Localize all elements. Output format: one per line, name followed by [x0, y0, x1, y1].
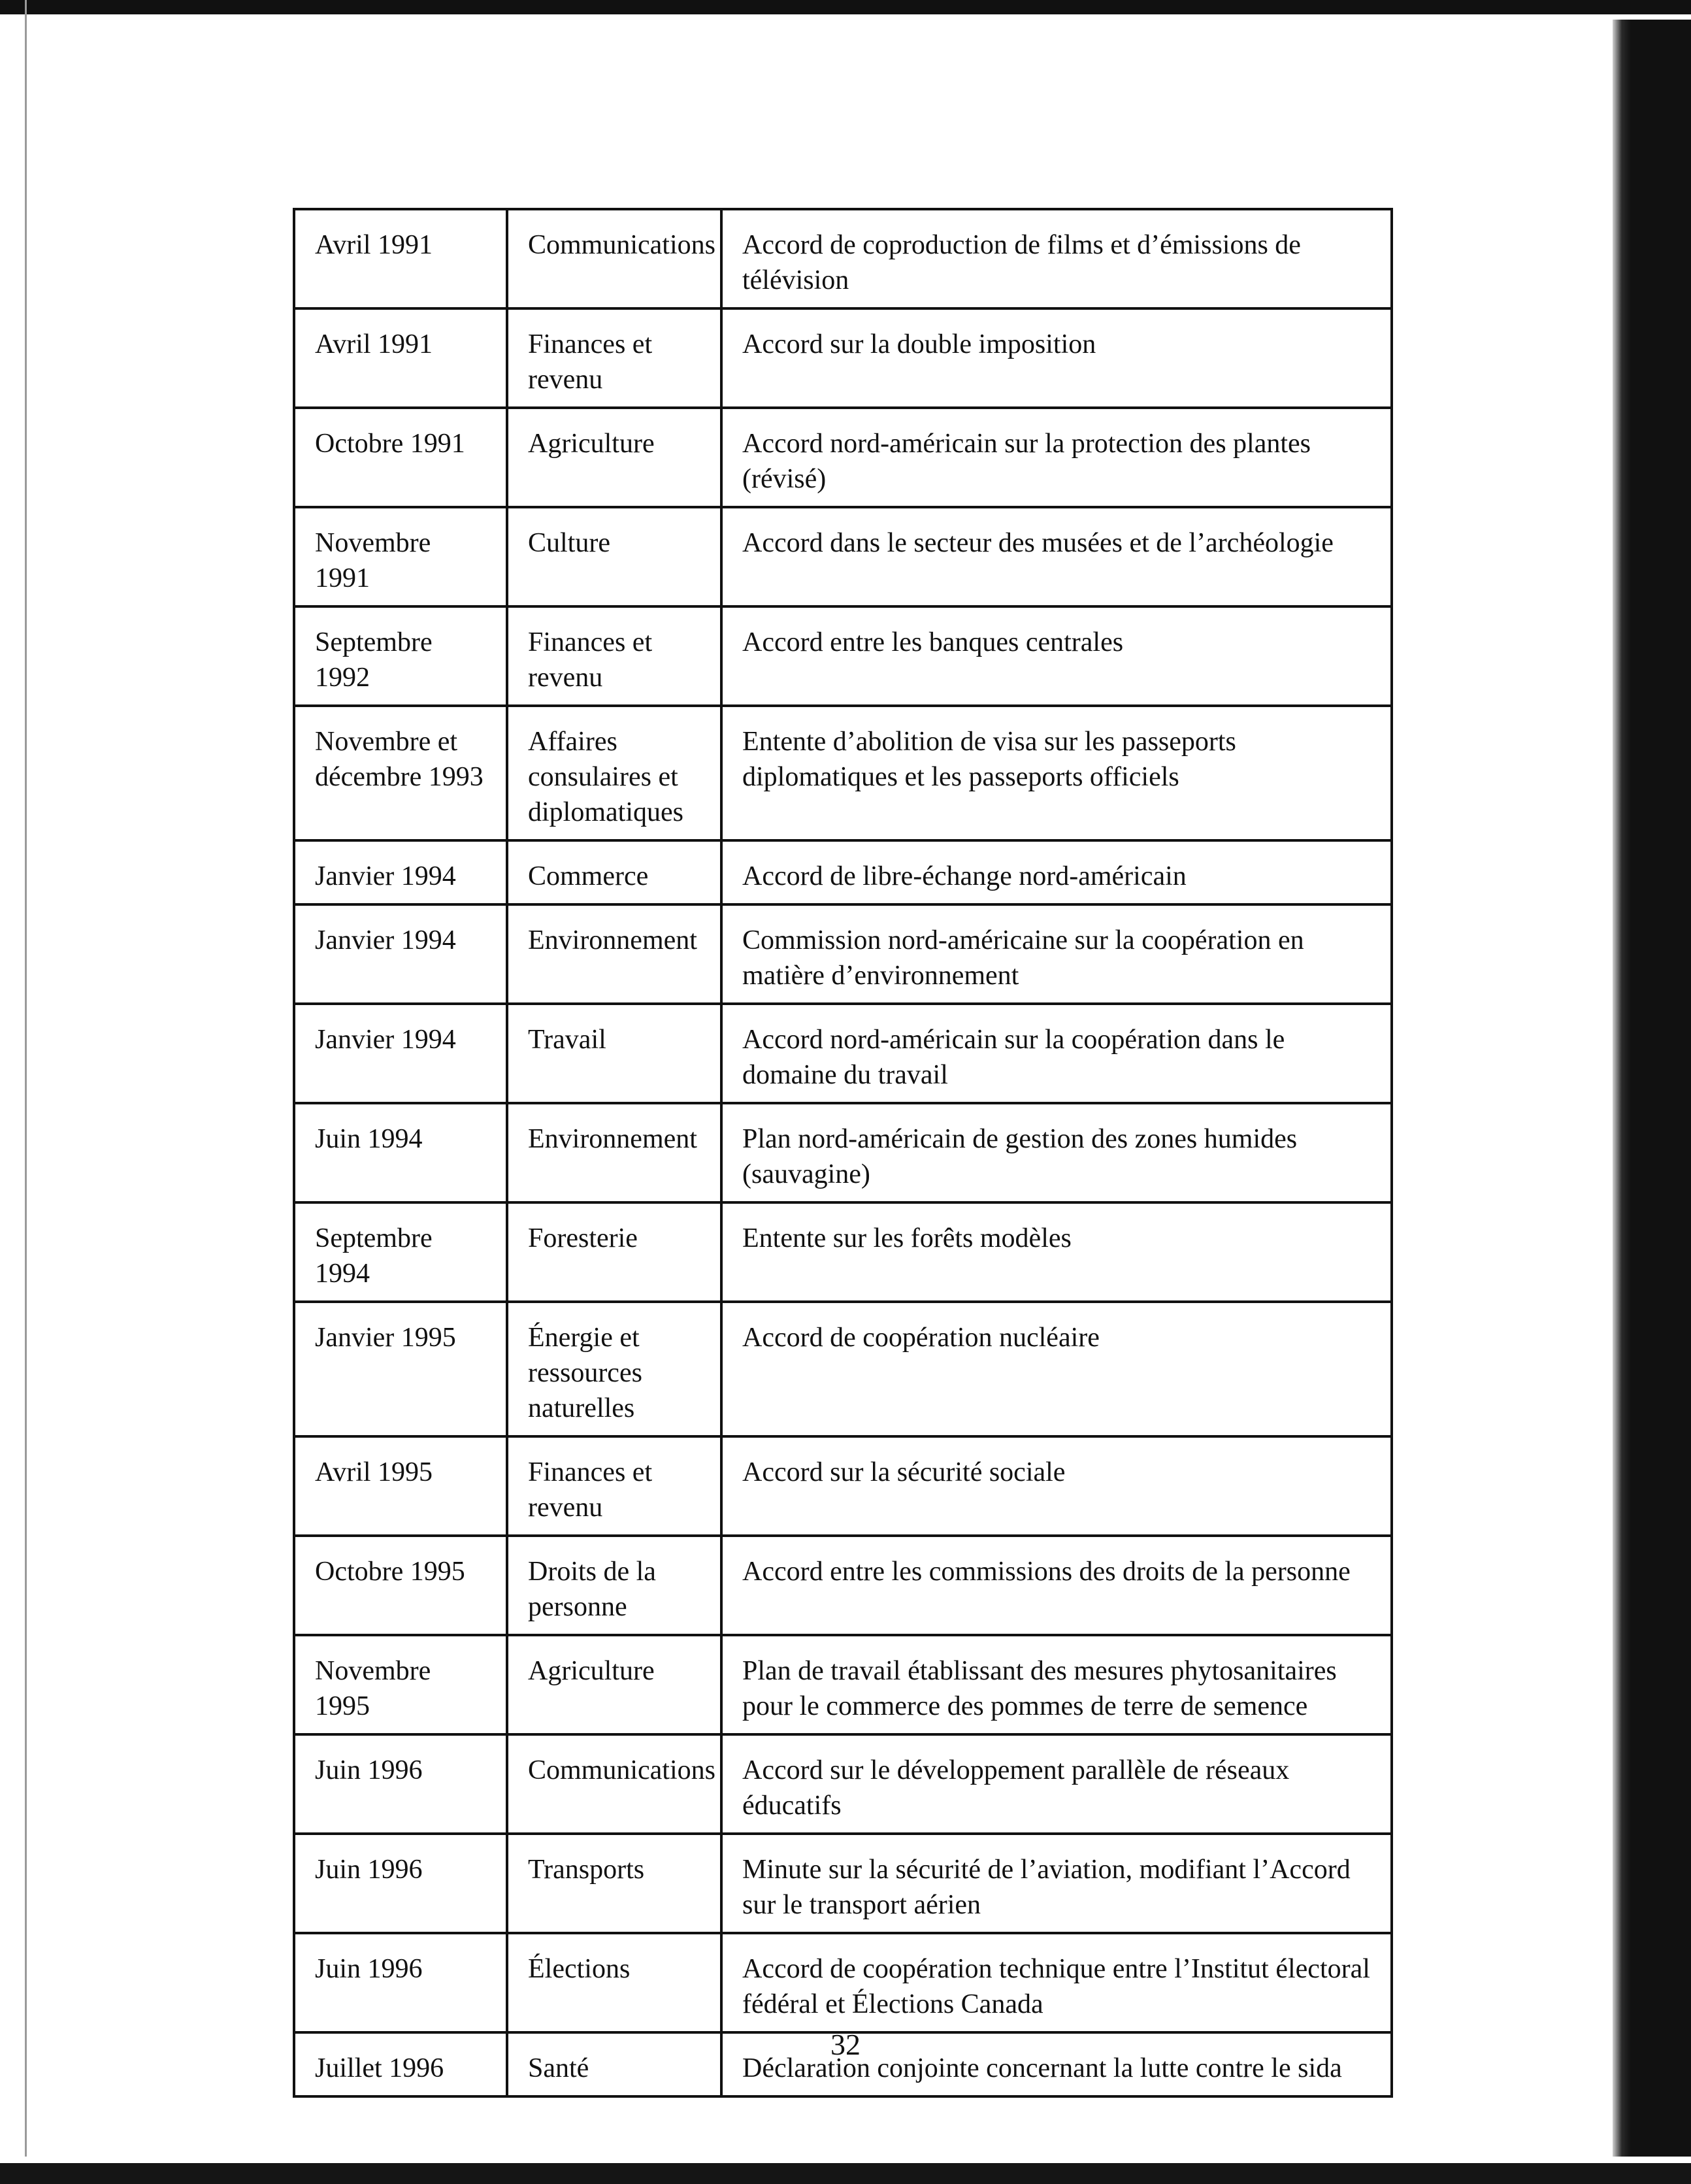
date-cell: Octobre 1991: [294, 408, 507, 507]
sector-cell: Agriculture: [507, 1635, 721, 1734]
table-row: [294, 507, 1392, 606]
table-row: [294, 706, 1392, 840]
table-row: [294, 1834, 1392, 1933]
sector-cell: Agriculture: [507, 408, 721, 507]
description-cell: Accord sur la double imposition: [721, 308, 1392, 408]
table-row: [294, 904, 1392, 1004]
date-cell: Septembre 1994: [294, 1202, 507, 1302]
date-cell: Juin 1996: [294, 1933, 507, 2032]
date-cell: Novembre 1995: [294, 1635, 507, 1734]
date-cell: Janvier 1994: [294, 904, 507, 1004]
table-row: [294, 1004, 1392, 1103]
table-row: [294, 840, 1392, 904]
sector-cell: Transports: [507, 1834, 721, 1933]
description-cell: Accord de coproduction de films et d’émissions de télévision: [721, 209, 1392, 308]
sector-cell: Finances et revenu: [507, 606, 721, 706]
description-cell: Accord de coopération technique entre l’Institut électoral fédéral et Élections Canada: [721, 1933, 1392, 2032]
sector-cell: Élections: [507, 1933, 721, 2032]
date-cell: Novembre et décembre 1993: [294, 706, 507, 840]
description-cell: Accord de coopération nucléaire: [721, 1302, 1392, 1436]
table-row: [294, 1202, 1392, 1302]
table-row: [294, 1734, 1392, 1834]
table-row: [294, 1933, 1392, 2032]
sector-cell: Commerce: [507, 840, 721, 904]
description-cell: Déclaration conjointe concernant la lutte contre le sida: [721, 2032, 1392, 2096]
sector-cell: Finances et revenu: [507, 1436, 721, 1536]
table-row: [294, 1635, 1392, 1734]
sector-cell: Environnement: [507, 904, 721, 1004]
date-cell: Octobre 1995: [294, 1536, 507, 1635]
sector-cell: Droits de la personne: [507, 1536, 721, 1635]
description-cell: Accord entre les commissions des droits de la personne: [721, 1536, 1392, 1635]
table-row: [294, 606, 1392, 706]
sector-cell: Santé: [507, 2032, 721, 2096]
table-row: [294, 1436, 1392, 1536]
table-row: [294, 308, 1392, 408]
date-cell: Novembre 1991: [294, 507, 507, 606]
description-cell: Entente sur les forêts modèles: [721, 1202, 1392, 1302]
sector-cell: Énergie et ressources naturelles: [507, 1302, 721, 1436]
scan-border-right: [1639, 20, 1691, 2157]
description-cell: Accord nord-américain sur la coopération dans le domaine du travail: [721, 1004, 1392, 1103]
agreements-table: [293, 208, 1393, 2098]
date-cell: Juin 1994: [294, 1103, 507, 1202]
sector-cell: Communications: [507, 1734, 721, 1834]
table-row: [294, 408, 1392, 507]
sector-cell: Environnement: [507, 1103, 721, 1202]
description-cell: Accord dans le secteur des musées et de l’archéologie: [721, 507, 1392, 606]
date-cell: Janvier 1994: [294, 840, 507, 904]
sector-cell: Culture: [507, 507, 721, 606]
description-cell: Plan de travail établissant des mesures phytosanitaires pour le commerce des pommes de terre de semence: [721, 1635, 1392, 1734]
date-cell: Avril 1991: [294, 308, 507, 408]
table-row: [294, 1536, 1392, 1635]
sector-cell: Communications: [507, 209, 721, 308]
scan-binding-shadow: [1613, 20, 1639, 2157]
description-cell: Entente d’abolition de visa sur les passeports diplomatiques et les passeports officiels: [721, 706, 1392, 840]
scan-border-bottom: [0, 2163, 1691, 2184]
description-cell: Plan nord-américain de gestion des zones humides (sauvagine): [721, 1103, 1392, 1202]
description-cell: Accord entre les banques centrales: [721, 606, 1392, 706]
date-cell: Janvier 1994: [294, 1004, 507, 1103]
description-cell: Accord sur le développement parallèle de réseaux éducatifs: [721, 1734, 1392, 1834]
table-row: [294, 1103, 1392, 1202]
scan-border-left: [25, 0, 27, 2157]
scan-border-top: [0, 0, 1691, 14]
description-cell: Commission nord-américaine sur la coopération en matière d’environnement: [721, 904, 1392, 1004]
date-cell: Septembre 1992: [294, 606, 507, 706]
sector-cell: Affaires consulaires et diplomatiques: [507, 706, 721, 840]
agreements-table-body: [294, 209, 1392, 2096]
date-cell: Avril 1991: [294, 209, 507, 308]
date-cell: Avril 1995: [294, 1436, 507, 1536]
table-row: [294, 1302, 1392, 1436]
date-cell: Juillet 1996: [294, 2032, 507, 2096]
date-cell: Janvier 1995: [294, 1302, 507, 1436]
page-number: 32: [830, 2028, 861, 2061]
table-row: [294, 209, 1392, 308]
date-cell: Juin 1996: [294, 1734, 507, 1834]
description-cell: Accord de libre-échange nord-américain: [721, 840, 1392, 904]
sector-cell: Finances et revenu: [507, 308, 721, 408]
description-cell: Minute sur la sécurité de l’aviation, modifiant l’Accord sur le transport aérien: [721, 1834, 1392, 1933]
date-cell: Juin 1996: [294, 1834, 507, 1933]
sector-cell: Travail: [507, 1004, 721, 1103]
sector-cell: Foresterie: [507, 1202, 721, 1302]
description-cell: Accord nord-américain sur la protection des plantes (révisé): [721, 408, 1392, 507]
description-cell: Accord sur la sécurité sociale: [721, 1436, 1392, 1536]
